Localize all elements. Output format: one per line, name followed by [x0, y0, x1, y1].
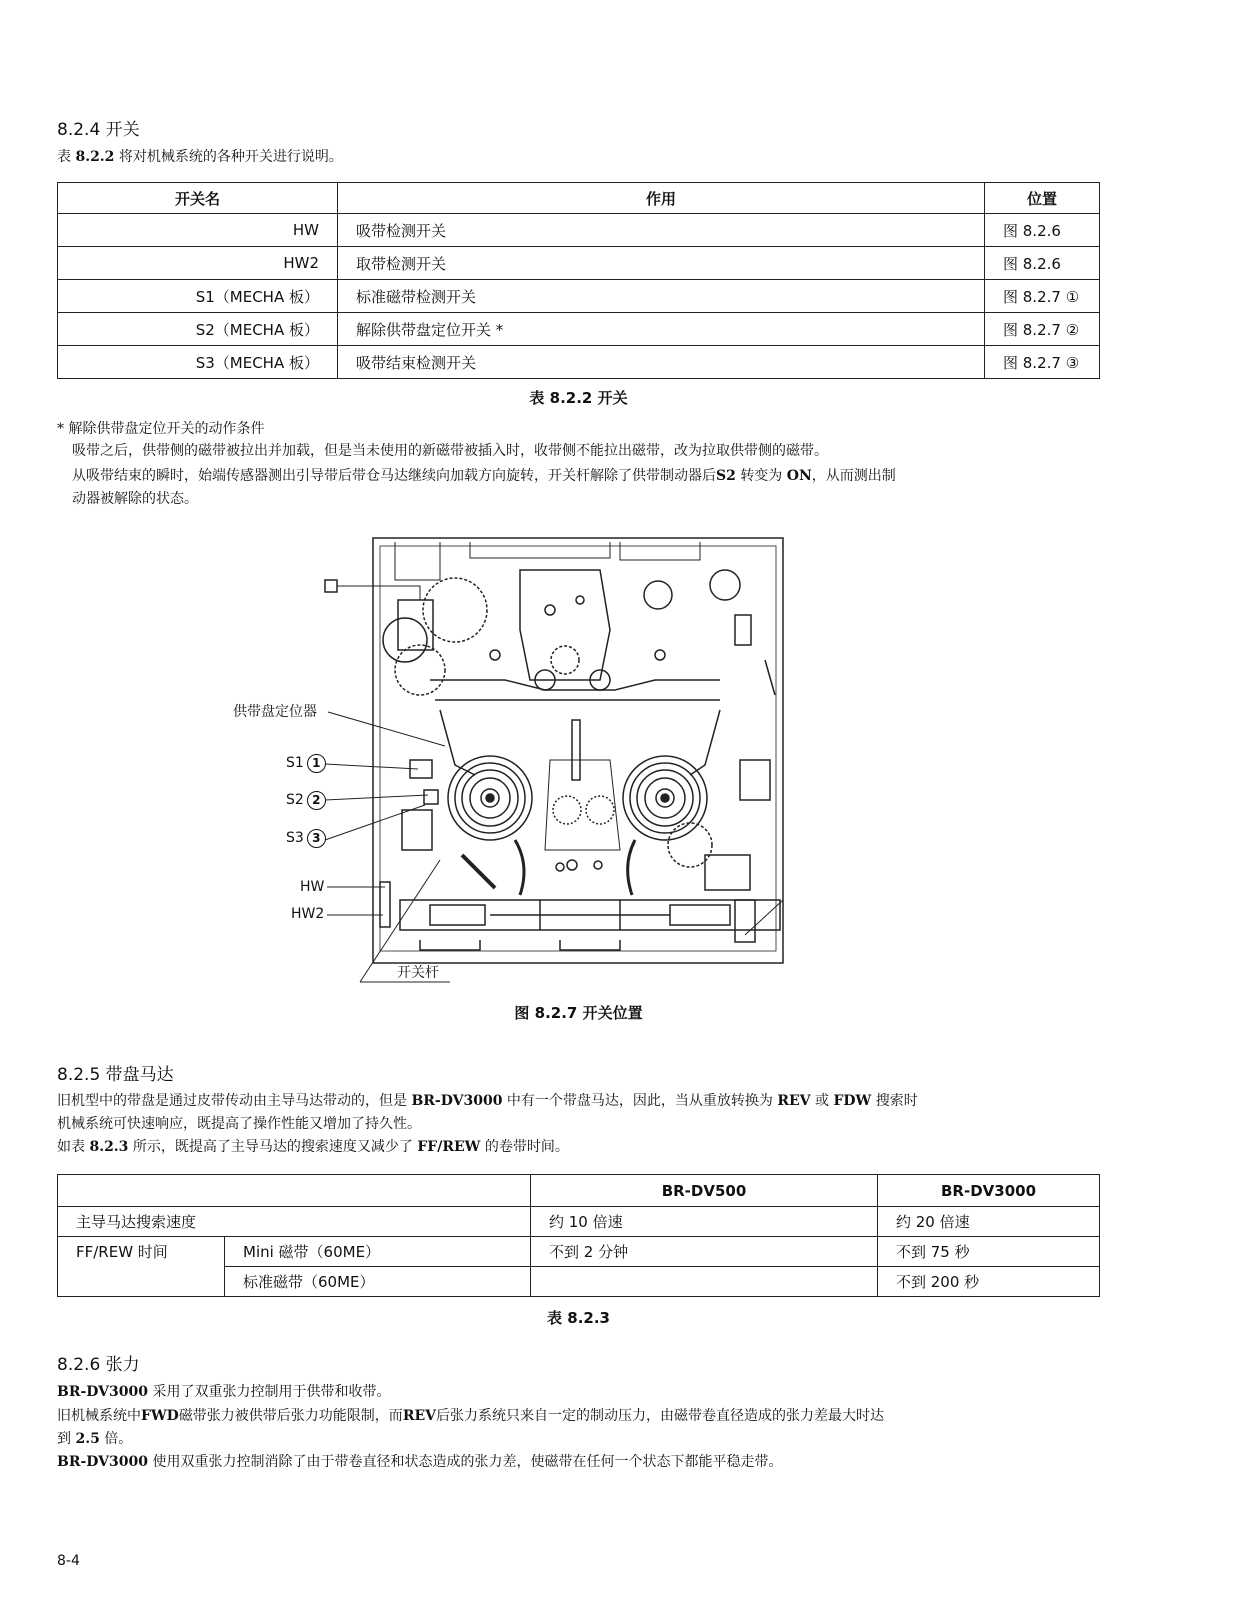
mechanism-diagram — [0, 520, 1237, 990]
paragraph: BR-DV3000 采用了双重张力控制用于供带和收带。 — [57, 1384, 391, 1400]
table-row: HW 吸带检测开关 图 8.2.6 — [58, 214, 1100, 247]
section-title-824: 8.2.4 开关 — [57, 120, 140, 140]
note-line: 动器被解除的状态。 — [72, 491, 198, 507]
label-hw: HW — [300, 879, 325, 895]
circled-number: 1 — [307, 754, 326, 773]
table-header: 作用 — [338, 183, 985, 214]
table-header: BR-DV500 — [531, 1175, 878, 1207]
table-row: S3（MECHA 板） 吸带结束检测开关 图 8.2.7 ③ — [58, 346, 1100, 379]
note-line: 从吸带结束的瞬时，始端传感器测出引导带后带仓马达继续向加载方向旋转，开关杆解除了供带制动器后S2 转变为 ON，从而测出制 — [72, 468, 896, 484]
circled-number: 3 — [307, 829, 326, 848]
switch-table — [57, 182, 1100, 379]
figure-caption: 图 8.2.7 开关位置 — [514, 1004, 643, 1022]
table-caption: 表 8.2.3 — [547, 1309, 610, 1327]
note-line: 吸带之后，供带侧的磁带被拉出并加载，但是当未使用的新磁带被插入时，收带侧不能拉出磁带，改为拉取供带侧的磁带。 — [72, 443, 828, 459]
table-header: 开关名 — [58, 183, 338, 214]
supply-reel — [448, 756, 532, 840]
table-row: 标准磁带（60ME） 不到 200 秒 — [58, 1267, 1100, 1297]
paragraph: 到 2.5 倍。 — [57, 1431, 133, 1447]
label-s2: S2 2 — [286, 791, 326, 810]
circled-number: 2 — [307, 791, 326, 810]
table-caption: 表 8.2.2 开关 — [529, 389, 628, 407]
section-824-intro: 表 8.2.2 将对机械系统的各种开关进行说明。 — [57, 149, 343, 165]
label-s1: S1 1 — [286, 754, 326, 773]
leader-line — [325, 795, 428, 800]
label-supply-reel-positioner: 供带盘定位器 — [233, 704, 317, 720]
table-header: BR-DV3000 — [878, 1175, 1100, 1207]
note-title: * 解除供带盘定位开关的动作条件 — [57, 421, 265, 437]
takeup-reel — [623, 756, 707, 840]
page-number: 8-4 — [57, 1553, 80, 1569]
paragraph: 机械系统可快速响应，既提高了操作性能又增加了持久性。 — [57, 1116, 421, 1132]
paragraph: 旧机型中的带盘是通过皮带传动由主导马达带动的，但是 BR-DV3000 中有一个带盘马达，因此，当从重放转换为 REV 或 FDW 搜索时 — [57, 1093, 918, 1109]
leader-line — [325, 764, 418, 769]
table-row: 主导马达搜索速度 约 10 倍速 约 20 倍速 — [58, 1207, 1100, 1237]
speed-table — [57, 1174, 1100, 1297]
table-header: 位置 — [985, 183, 1100, 214]
table-row: S2（MECHA 板） 解除供带盘定位开关 * 图 8.2.7 ② — [58, 313, 1100, 346]
section-title-826: 8.2.6 张力 — [57, 1355, 140, 1375]
leader-line — [328, 712, 445, 746]
section-title-825: 8.2.5 带盘马达 — [57, 1065, 174, 1085]
paragraph: 旧机械系统中FWD磁带张力被供带后张力功能限制，而REV后张力系统只来自一定的制动压力，由磁带卷直径造成的张力差最大时达 — [57, 1408, 884, 1424]
table-row: HW2 取带检测开关 图 8.2.6 — [58, 247, 1100, 280]
label-switch-lever: 开关杆 — [397, 965, 439, 981]
table-row: S1（MECHA 板） 标准磁带检测开关 图 8.2.7 ① — [58, 280, 1100, 313]
paragraph: 如表 8.2.3 所示，既提高了主导马达的搜索速度又减少了 FF/REW 的卷带时间。 — [57, 1139, 569, 1155]
label-s3: S3 3 — [286, 829, 326, 848]
label-hw2: HW2 — [291, 906, 325, 922]
paragraph: BR-DV3000 使用双重张力控制消除了由于带卷直径和状态造成的张力差，使磁带在任何一个状态下都能平稳走带。 — [57, 1454, 783, 1470]
table-row: FF/REW 时间 Mini 磁带（60ME） 不到 2 分钟 不到 75 秒 — [58, 1237, 1100, 1267]
leader-line — [325, 805, 425, 840]
table-header — [58, 1175, 531, 1207]
